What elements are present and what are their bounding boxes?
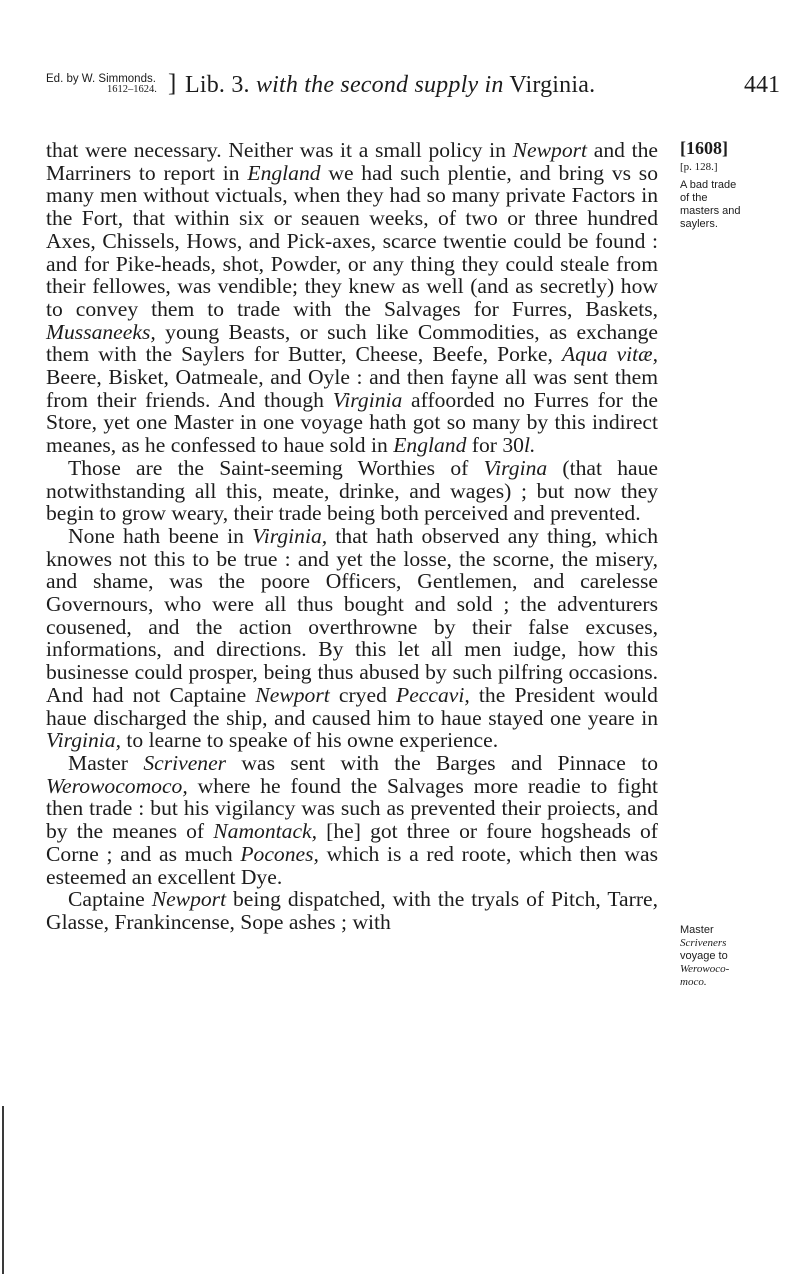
main-text: [46, 139, 658, 934]
margin-note-line: Werowoco-: [680, 963, 730, 975]
paragraph: that were necessary. Neither was it a small policy in Newport and the Marriners to report in England we had such plentie, and bring vs so many men without victuals, when they had so many private Factors in the Fort, that within six or seauen weeks, of two or three hundred Axes, Chissels, Hows, and Pick-axes, scarce twentie could be found : and for Pike-heads, shot, Powder, or any thing they could steale from their fellowes, was vendible; they knew as well (and as secretly) how to convey them to trade with the Salvages for Furres, Baskets, Mussaneeks, young Beasts, or such like Commodities, as exchange them with the Saylers for Butter, Cheese, Beefe, Porke, Aqua vitæ, Beere, Bisket, Oatmeale, and Oyle : and then fayne all was sent them from their friends. And though Virginia affoorded no Furres for the Store, yet one Master in one voyage hath got so many by this indirect meanes, as he confessed to haue sold in England for 30l.: [46, 138, 659, 458]
paragraph: Captaine Newport being dispatched, with the tryals of Pitch, Tarre, Glasse, Frankincense, Sope ashes ; with: [46, 887, 658, 934]
paragraph: None hath beene in Virginia, that hath observed any thing, which knowes not this to be true : and yet the losse, the scorne, the misery, and shame, was the poore Officers, Gentlemen, and carelesse Governours, who were all thus bought and sold ; the adventurers cousened, and the action overthrowne by their false excuses, informations, and directions. By this let all men iudge, how this businesse could prosper, being thus abused by such pilfring occasions. And had not Captaine Newport cryed Peccavi, the President would haue discharged the ship, and caused him to haue stayed one yeare in Virginia, to learne to speake of his owne experience.: [46, 523, 659, 753]
paragraph: Master Scrivener was sent with the Barges and Pinnace to Werowocomoco, where he found the Salvages more readie to fight then trade : but his vigilancy was such as prevented their proiects, and by the meanes of Namontack, [he] got three or foure hogsheads of Corne ; and as much Pocones, which is a red roote, which then was esteemed an excellent Dye.: [46, 750, 658, 889]
margin-page-ref: [p. 128.]: [680, 161, 718, 173]
margin-year: [1608]: [680, 138, 728, 158]
page-number: 441: [744, 72, 780, 98]
editor-dates: 1612–1624.: [107, 84, 157, 95]
margin-note-line: moco.: [680, 976, 707, 988]
margin-note-line: masters and: [680, 205, 741, 217]
scan-edge-line: [2, 1106, 4, 1274]
title-italic: with the second supply in: [255, 72, 504, 98]
margin-note-line: saylers.: [680, 218, 718, 230]
running-header: [46, 70, 786, 104]
title-roman: Virginia.: [509, 72, 596, 98]
margin-note-line: of the: [680, 192, 708, 204]
editor-credit: Ed. by W. Simmonds.: [46, 73, 156, 85]
margin-note-bad-trade: [680, 179, 792, 231]
margin-note-scrivener: [680, 924, 792, 989]
paragraph: Those are the Saint-seeming Worthies of Virgina (that haue notwithstanding all this, meate, drinke, and wages) ; but now they begin to grow weary, their trade being both perceived and prevented.: [46, 455, 659, 526]
margin-notes-top: [680, 137, 792, 231]
header-bracket: ]: [168, 70, 177, 97]
running-title: [185, 71, 595, 99]
margin-note-line: Master: [680, 924, 714, 936]
book-number: Lib. 3.: [185, 72, 250, 98]
margin-note-line: A bad trade: [680, 179, 737, 191]
margin-note-line: voyage to: [680, 950, 728, 962]
margin-note-line: Scriveners: [680, 937, 727, 949]
